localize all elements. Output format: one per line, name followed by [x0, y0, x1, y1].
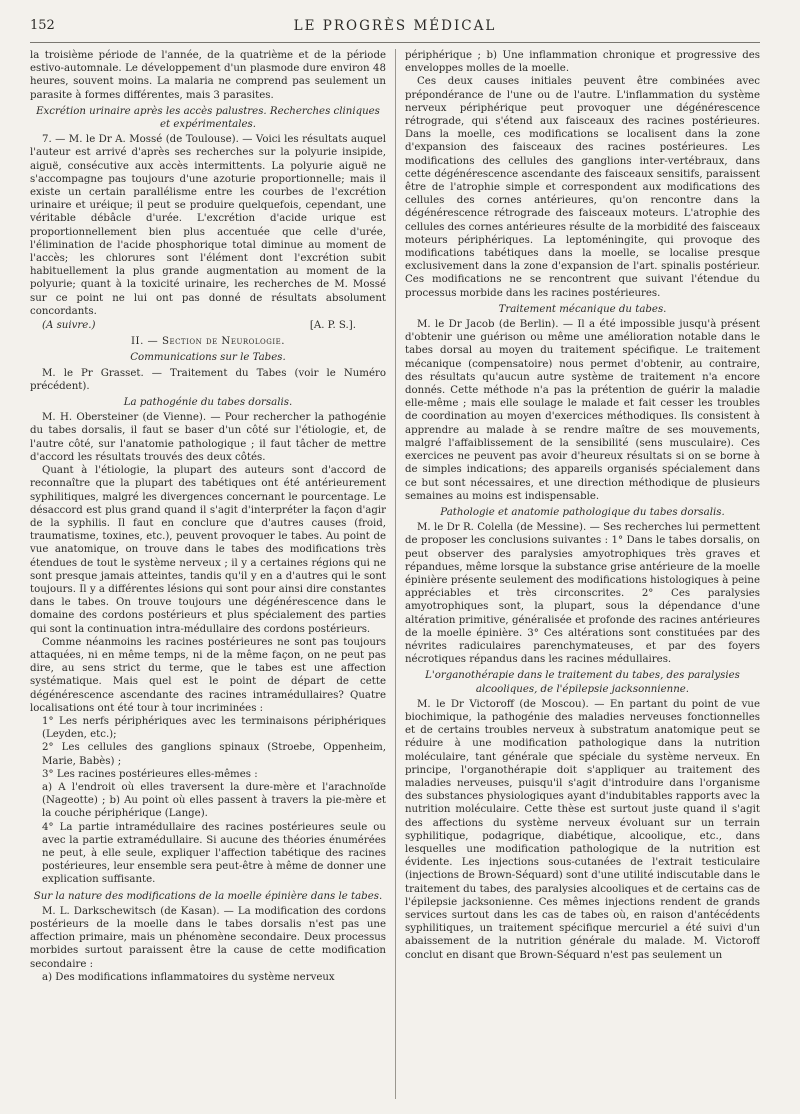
paragraph: M. le Dr Jacob (de Berlin). — Il a été impossible jusqu'à présent d'obtenir une guérison ou même une amélioration notable dans le tabes dorsal au moyen du traitement spécifique. Le traitement mécanique (compensatoire) nous permet d'obtenir, au contraire, des résultats qu'aucun autre système de traitement n'a encore donnés. Cette méthode n'a pas la prétention de guérir la maladie elle-même ; mais elle soulage le malade et fait cesser les troubles de coordination au moyen d'exercices méthodiques. Ils consistent à apprendre au malade à se rendre maître de ses mouvements, malgré l'affaiblissement de la sensibilité (sens musculaire). Ces exercices ne peuvent pas avoir d'heureux résultats si on se borne à de simples indications; des appareils organisés spécialement dans ce but sont nécessaires, et une direction méthodique de plusieurs semaines au moins est indispensable.: [405, 319, 760, 502]
paragraph: M. H. Obersteiner (de Vienne). — Pour rechercher la pathogénie du tabes dorsalis, il faut se baser d'un côté sur l'étiologie, et, de l'autre côté, sur l'anatomie pathologique ; il faut tâcher de mettre d'accord les résultats trouvés des deux côtés.: [30, 412, 386, 463]
paragraph: 7. — M. le Dr A. Mossé (de Toulouse). — Voici les résultats auquel l'auteur est arrivé d'après ses recherches sur la polyurie insipide, aiguë, consécutive aux accès intermittents. La polyurie aiguë ne s'accompagne pas toujours d'une azoturie proportionnelle; mais il existe un certain parallélisme entre les courbes de l'excrétion urinaire et uréique; il peut se produire quelquefois, cependant, une véritable débâcle d'urée. L'excrétion d'acide urique est proportionnellement bien plus accentuée que celle d'urée, l'élimination de l'acide phosphorique total diminue au moment de l'accès; les chlorures sont l'élément dont l'excrétion subit habituellement la plus grande augmentation au moment de la polyurie; quant à la toxicité urinaire, les recherches de M. Mossé sur ce point ne lui ont pas donné de résultats absolument concordants.: [30, 134, 386, 317]
article-subheading: L'organothérapie dans le traitement du tabes, des paralysies alcooliques, de l'épilepsie jacksonnienne.: [425, 670, 740, 695]
left-column: [30, 49, 395, 1099]
article-subheading: Traitement mécanique du tabes.: [498, 303, 667, 315]
right-column: [395, 49, 760, 1099]
list-item: 3° Les racines postérieures elles-mêmes :: [42, 768, 258, 780]
article-subheading: Pathologie et anatomie pathologique du tabes dorsalis.: [440, 506, 725, 518]
paragraph: périphérique ; b) Une inflammation chronique et progressive des enveloppes molles de la moelle.: [405, 50, 760, 75]
paragraph: la troisième période de l'année, de la quatrième et de la période estivo-automnale. Le développement d'un plasmode dure environ 48 heures, souvent moins. La malaria ne comprend pas seulement un parasite à formes différentes, mais 3 parasites.: [30, 50, 386, 101]
list-item: a) A l'endroit où elles traversent la dure-mère et l'arachnoïde (Nageotte) ; b) Au point où elles passent à travers la pie-mère et la couche périphérique (Lange).: [42, 781, 386, 820]
text-columns: [30, 49, 760, 1099]
page-header: [30, 16, 760, 43]
page-number: 152: [30, 18, 55, 33]
author-initials: [A. P. S.].: [309, 320, 356, 332]
list-item: 4° La partie intramédullaire des racines postérieures seule ou avec la partie extramédullaire. Si aucune des théories énumérées ne peut, à elle seule, expliquer l'affection tabétique des racines postérieures, leur ensemble sera peut-être à même de donner une explication suffisante.: [42, 821, 386, 886]
paragraph: Comme néanmoins les racines postérieures ne sont pas toujours attaquées, ni en même temps, ni de la même façon, on ne peut pas dire, au sens strict du terme, que le tabes est une affection systématique. Mais quel est le point de départ de cette dégénérescence ascendante des racines intramédullaires? Quatre localisations ont été tour à tour incriminées :: [30, 636, 386, 714]
paragraph: Ces deux causes initiales peuvent être combinées avec prépondérance de l'une ou de l'autre. L'inflammation du système nerveux périphérique peut provoquer une dégénérescence rétrograde, qui s'étend aux faisceaux des racines postérieures. Dans la moelle, ces modifications se localisent dans la zone d'expansion des faisceaux des racines postérieures. Les modifications des cellules des ganglions inter-vertébraux, dans cette dégénérescence ascendante des faisceaux sensitifs, paraissent être de l'atrophie simple et correspondent aux modifications des cellules des cornes antérieures, qu'on rencontre dans la dégénérescence rétrograde des faisceaux moteurs. L'atrophie des cellules des cornes antérieures résulte de la morbidité des faisceaux moteurs périphériques. La leptoméningite, qui provoque des modifications tabétiques dans la moelle, se localise presque exclusivement dans la zone d'expansion de l'art. spinalis postérieur. Ces modifications ne se rencontrent que suivant l'étendue du processus morbide dans les racines postérieures.: [405, 76, 760, 299]
paragraph: M. le Pr Grasset. — Traitement du Tabes (voir le Numéro précédent).: [30, 367, 386, 392]
paragraph: M. le Dr Victoroff (de Moscou). — En partant du point de vue biochimique, la pathogénie des maladies nerveuses fonctionnelles et de certains troubles nerveux à substratum anatomique peut se réduire à une modification pathologique dans la nutrition moléculaire, tant générale que spéciale du système nerveux. En principe, l'organothérapie doit s'appliquer au traitement des maladies nerveuses, puisqu'il s'agit d'introduire dans l'organisme des substances physiologiques ayant d'indubitables rapports avec la nutrition moléculaire. Cette thèse est surtout juste quand il s'agit des affections du système nerveux évoluant sur un terrain syphilitique, podagrique, diabétique, alcoolique, etc., dans lesquelles une modification pathologique de la nutrition est évidente. Les injections sous-cutanées de l'extrait testiculaire (injections de Brown-Séquard) sont d'une utilité indiscutable dans le traitement du tabes, des paralysies alcooliques et de certains cas de l'épilepsie jacksonienne. Ces mêmes injections rendent de grands services surtout dans les cas de tabes où, en raison d'antécédents syphilitiques, un traitement spécifique mercuriel a été suivi d'un abaissement de la nutrition générale du malade. M. Victoroff conclut en disant que Brown-Séquard n'est pas seulement un: [405, 698, 760, 961]
continuation-note: (A suivre.): [42, 320, 96, 332]
section-title: II. — Section de Neurologie.: [131, 336, 285, 348]
running-head: LE PROGRÈS MÉDICAL: [293, 18, 497, 34]
article-subheading: Excrétion urinaire après les accès palustres. Recherches cliniques et expérimentales.: [36, 105, 380, 131]
paragraph: M. le Dr R. Colella (de Messine). — Ses recherches lui permettent de proposer les conclusions suivantes : 1° Dans le tabes dorsalis, on peut observer des paralysies amyotrophiques très graves et répandues, même lorsque la substance grise antérieure de la moelle épinière présente seulement des modifications histologiques à peine appréciables et très circonscrites. 2° Ces paralysies amyotrophiques sont, la plupart, sous la dépendance d'une altération primitive, généralisée et profonde des racines antérieures de la moelle épinière. 3° Ces altérations sont constituées par des névrites radiculaires parenchymateuses, et par des foyers nécrotiques répandus dans les racines médullaires.: [405, 522, 760, 666]
signature-line: [30, 319, 386, 332]
article-subheading: Sur la nature des modifications de la moelle épinière dans le tabes.: [33, 890, 383, 902]
article-subheading: La pathogénie du tabes dorsalis.: [123, 397, 293, 409]
article-subheading: Communications sur le Tabes.: [130, 352, 286, 364]
paragraph: Quant à l'étiologie, la plupart des auteurs sont d'accord de reconnaître que la plupart des tabétiques ont été antérieurement syphilitiques, malgré les divergences concernant le pourcentage. Le désaccord est plus grand quand il s'agit d'interpréter la façon d'agir de la syphilis. Il faut en conclure que d'autres causes (froid, traumatisme, toxines, etc.), peuvent provoquer le tabes. Au point de vue anatomique, on trouve dans le tabes des modifications très étendues de tout le système nerveux ; il y a certaines régions qui ne sont presque jamais atteintes, tandis qu'il y en a d'autres qui le sont toujours. Il y a différentes lésions qui sont pour ainsi dire constantes dans le tabes. On trouve toujours une dégénérescence dans le domaine des cordons postérieurs et plus spécialement des parties qui sont la continuation intra-médullaire des cordons postérieurs.: [30, 465, 386, 635]
list-item: a) Des modifications inflammatoires du système nerveux: [42, 971, 335, 983]
paragraph: M. L. Darkschewitsch (de Kasan). — La modification des cordons postérieurs de la moelle dans le tabes dorsalis n'est pas une affection primaire, mais un phénomène secondaire. Deux processus morbides surtout paraissent être la cause de cette modification secondaire :: [30, 905, 386, 970]
list-item: 2° Les cellules des ganglions spinaux (Stroebe, Oppenheim, Marie, Babès) ;: [42, 742, 386, 767]
list-item: 1° Les nerfs périphériques avec les terminaisons périphériques (Leyden, etc.);: [42, 715, 386, 741]
